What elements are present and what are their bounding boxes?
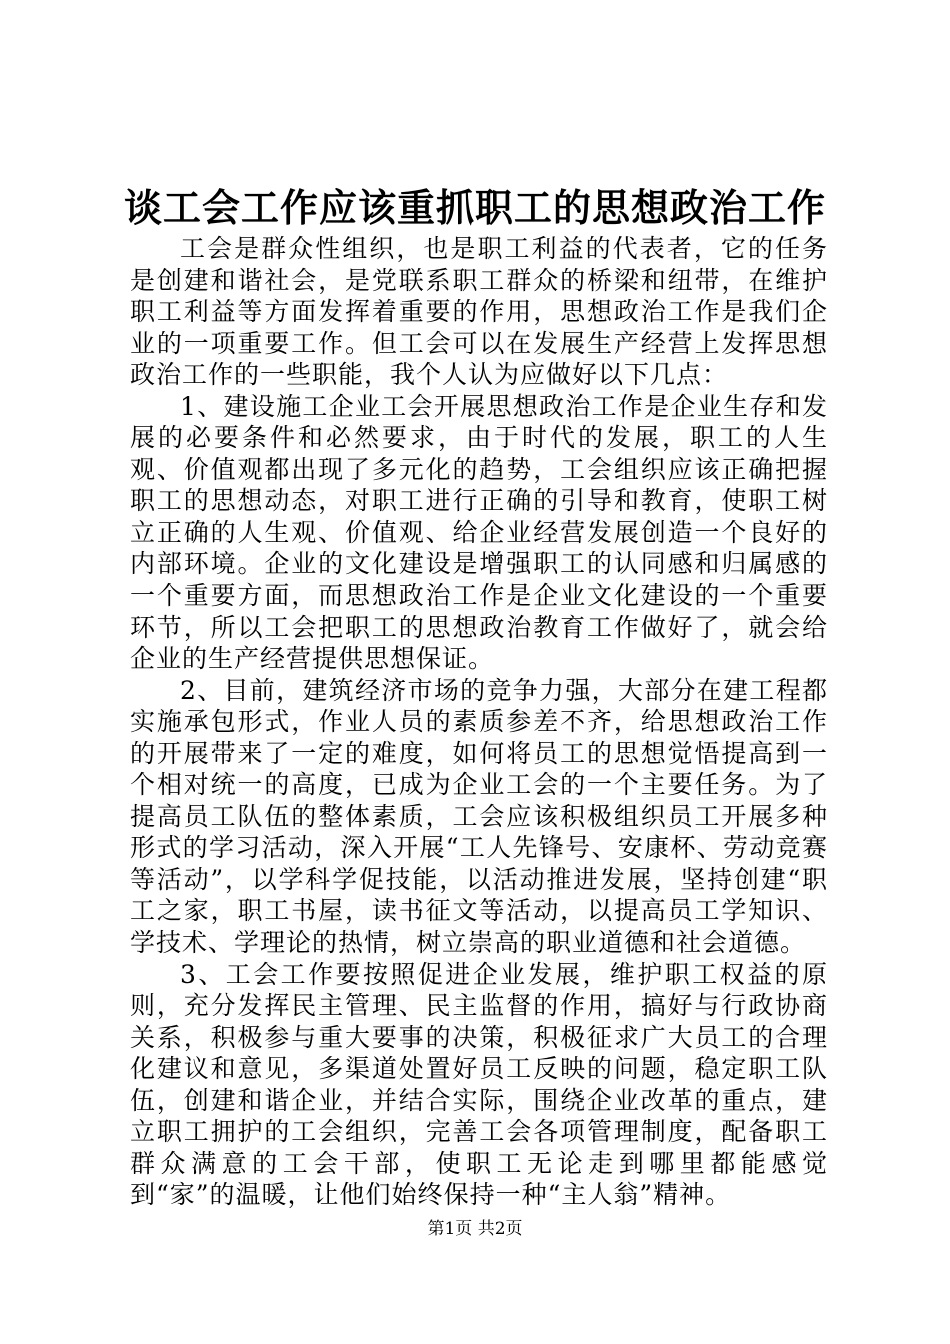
paragraph-point-3: 3、工会工作要按照促进企业发展，维护职工权益的原则，充分发挥民主管理、民主监督的作用，搞好与行政协商关系，积极参与重大要事的决策，积极征求广大员工的合理化建议和意见，多渠道处置好员工反映的问题，稳定职工队伍，创建和谐企业，并结合实际，围绕企业改革的重点，建立职工拥护的工会组织，完善工会各项管理制度，配备职工群众满意的工会干部，使职工无论走到哪里都能感觉到“家”的温暖，让他们始终保持一种“主人翁”精神。 xyxy=(130,959,828,1210)
paragraph-intro: 工会是群众性组织，也是职工利益的代表者，它的任务是创建和谐社会，是党联系职工群众的桥梁和纽带，在维护职工利益等方面发挥着重要的作用，思想政治工作是我们企业的一项重要工作。但工会可以在发展生产经营上发挥思想政治工作的一些职能，我个人认为应做好以下几点： xyxy=(130,234,828,390)
document-body xyxy=(130,233,828,1211)
document-title: 谈工会工作应该重抓职工的思想政治工作 xyxy=(123,185,826,230)
paragraph-point-1: 1、建设施工企业工会开展思想政治工作是企业生存和发展的必要条件和必然要求，由于时代的发展，职工的人生观、价值观都出现了多元化的趋势，工会组织应该正确把握职工的思想动态，对职工进行正确的引导和教育，使职工树立正确的人生观、价值观、给企业经营发展创造一个良好的内部环境。企业的文化建设是增强职工的认同感和归属感的一个重要方面，而思想政治工作是企业文化建设的一个重要环节，所以工会把职工的思想政治教育工作做好了，就会给企业的生产经营提供思想保证。 xyxy=(130,391,828,674)
page-number-footer: 第1页 共2页 xyxy=(427,1219,523,1239)
paragraph-point-2: 2、目前，建筑经济市场的竞争力强，大部分在建工程都实施承包形式，作业人员的素质参差不齐，给思想政治工作的开展带来了一定的难度，如何将员工的思想觉悟提高到一个相对统一的高度，已成为企业工会的一个主要任务。为了提高员工队伍的整体素质，工会应该积极组织员工开展多种形式的学习活动，深入开展“工人先锋号、安康杯、劳动竞赛等活动”，以学科学促技能，以活动推进发展，坚持创建“职工之家，职工书屋，读书征文等活动，以提高员工学知识、学技术、学理论的热情，树立崇高的职业道德和社会道德。 xyxy=(130,675,828,958)
